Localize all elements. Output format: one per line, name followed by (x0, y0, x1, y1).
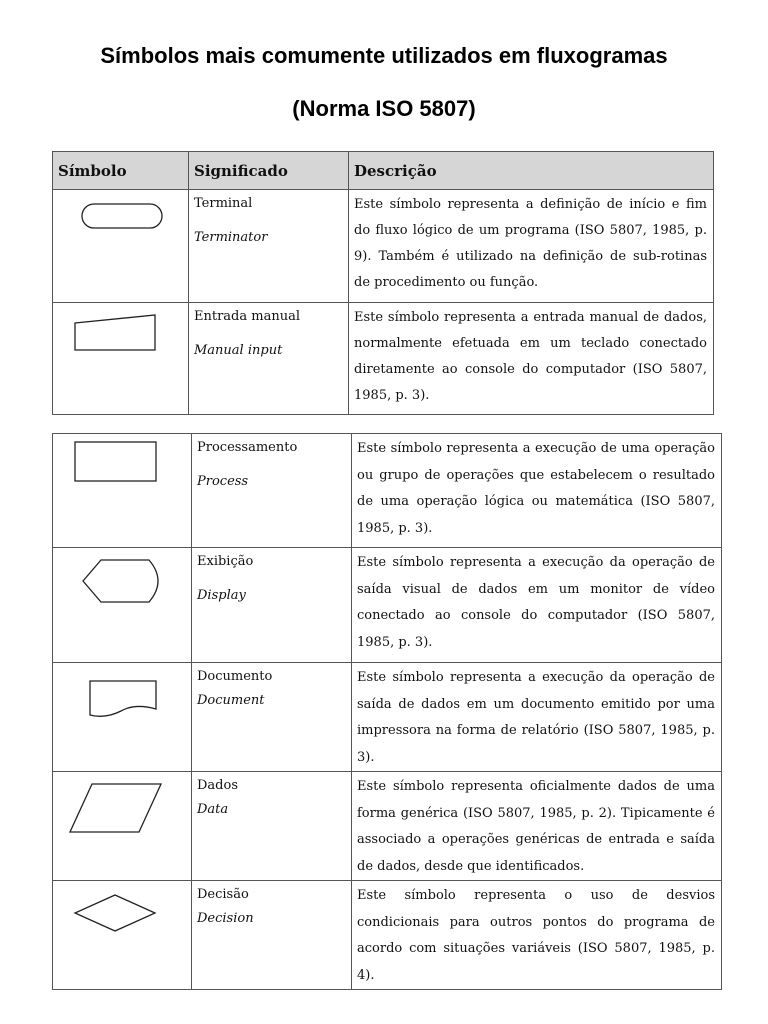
table-row (53, 434, 722, 548)
meaning-en: Manual input (194, 343, 283, 358)
description-cell: Este símbolo representa oficialmente dados de uma forma genérica (ISO 5807, 1985, p. 2). Tipicamente é associado a operações genéricas de entrada e saída de dados, desde que identificados. (352, 772, 722, 881)
symbols-table-part-1 (52, 151, 714, 415)
description-cell: Este símbolo representa o uso de desvios condicionais para outros pontos do programa de acordo com situações variáveis (ISO 5807, 1985, p. 4). (352, 881, 722, 990)
meaning-cell (189, 190, 349, 303)
meaning-en: Data (197, 802, 229, 817)
meaning-en: Document (197, 693, 265, 708)
description-cell: Este símbolo representa a execução da operação de saída de dados em um documento emitido por uma impressora na forma de relatório (ISO 5807, 1985, p. 3). (352, 663, 722, 772)
table-row (53, 881, 722, 990)
meaning-pt: Documento (197, 669, 273, 684)
symbol-cell (53, 303, 189, 415)
table-row (53, 772, 722, 881)
page-title: Símbolos mais comumente utilizados em fluxogramas (100, 43, 668, 68)
symbols-table-part-2 (52, 433, 722, 990)
table-row (53, 303, 714, 415)
manual-input-symbol (53, 303, 189, 414)
symbol-cell (53, 548, 192, 663)
meaning-en: Display (197, 588, 246, 603)
meaning-pt: Dados (197, 778, 238, 793)
meaning-cell (192, 548, 352, 663)
data-symbol (53, 772, 192, 878)
description-cell: Este símbolo representa a execução da operação de saída visual de dados em um monitor de vídeo conectado ao console do computador (ISO 5807, 1985, p. 3). (352, 548, 722, 663)
description-cell: Este símbolo representa a entrada manual de dados, normalmente efetuada em um teclado conectado diretamente ao console do computador (ISO 5807, 1985, p. 3). (349, 303, 714, 415)
meaning-pt: Exibição (197, 554, 254, 569)
header-description: Descrição (349, 152, 714, 190)
description-cell: Este símbolo representa a execução de uma operação ou grupo de operações que estabelecem o resultado de uma operação lógica ou matemática (ISO 5807, 1985, p. 3). (352, 434, 722, 548)
table-row (53, 548, 722, 663)
meaning-pt: Processamento (197, 440, 298, 455)
table-header-row (53, 152, 714, 190)
symbol-cell (53, 772, 192, 881)
meaning-cell (189, 303, 349, 415)
header-meaning: Significado (189, 152, 349, 190)
header-symbol: Símbolo (53, 152, 189, 190)
symbol-cell (53, 663, 192, 772)
meaning-cell (192, 772, 352, 881)
meaning-pt: Entrada manual (194, 309, 300, 324)
meaning-en: Process (197, 474, 249, 489)
table-row (53, 190, 714, 303)
symbol-cell (53, 434, 192, 548)
decision-symbol (53, 881, 192, 961)
description-cell: Este símbolo representa a definição de início e fim do fluxo lógico de um programa (ISO 5807, 1985, p. 9). Também é utilizado na definição de sub-rotinas de procedimento ou função. (349, 190, 714, 303)
meaning-cell (192, 881, 352, 990)
table-row (53, 663, 722, 772)
symbol-cell (53, 881, 192, 990)
symbol-cell (53, 190, 189, 303)
meaning-en: Terminator (194, 230, 268, 245)
meaning-pt: Decisão (197, 887, 249, 902)
page-subtitle: (Norma ISO 5807) (292, 96, 476, 121)
terminator-symbol (53, 190, 189, 302)
meaning-cell (192, 663, 352, 772)
display-symbol (53, 548, 192, 662)
process-symbol (53, 434, 192, 547)
meaning-en: Decision (197, 911, 254, 926)
document-symbol (53, 663, 192, 769)
meaning-cell (192, 434, 352, 548)
meaning-pt: Terminal (194, 196, 253, 211)
